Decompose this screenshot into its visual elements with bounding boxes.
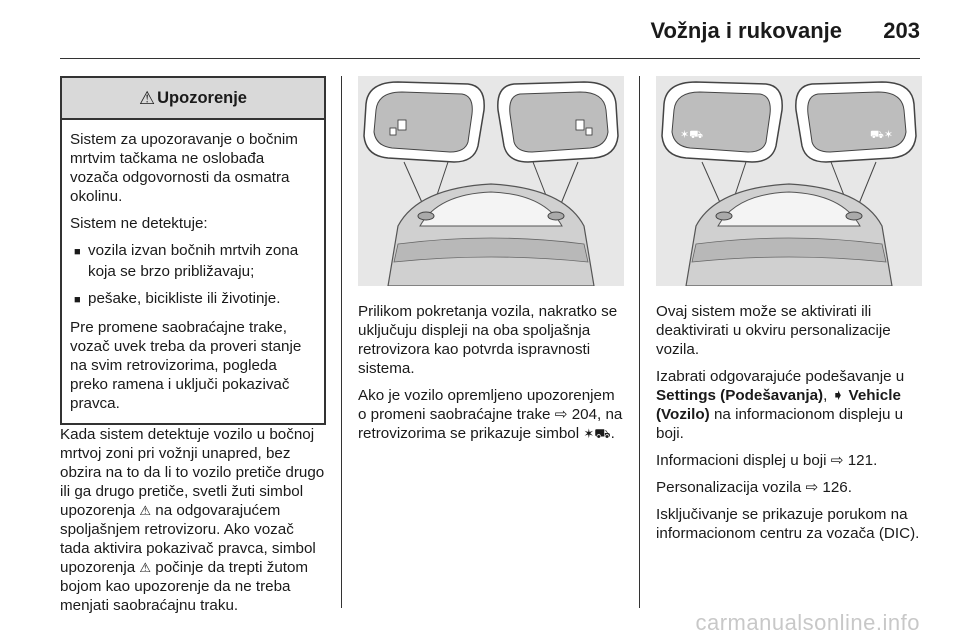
settings-menu-label: Settings (Podešavanja) — [656, 387, 824, 404]
page-reference-arrow-icon: ⇨ — [830, 452, 844, 469]
page-number: 203 — [883, 18, 920, 43]
header-rule — [60, 58, 920, 59]
column-middle — [358, 76, 626, 451]
body-paragraph: Informacioni displej u boji ⇨ 121. — [656, 452, 878, 469]
watermark: carmanualsonline.info — [695, 610, 920, 635]
page-reference-arrow-icon: ⇨ — [805, 479, 819, 496]
column-left — [60, 76, 326, 623]
warning-list — [70, 241, 316, 310]
page-reference[interactable]: 121 — [847, 452, 874, 469]
warning-header — [62, 78, 324, 120]
vehicle-menu-label: Vehicle (Vozilo) — [656, 387, 901, 423]
menu-arrow-icon: ➧ — [831, 387, 845, 404]
body-paragraph: Personalizacija vozila ⇨ 126. — [656, 479, 852, 496]
section-title: Vožnja i rukovanje — [650, 18, 842, 43]
svg-text:✶⛟: ✶⛟ — [680, 128, 704, 141]
mirror-illustration-blind-spot — [358, 76, 624, 286]
warning-triangle-icon: ⚠ — [139, 87, 156, 108]
column-right — [656, 76, 924, 551]
warning-box — [60, 76, 326, 425]
page-reference-arrow-icon: ⇨ — [554, 406, 568, 423]
warning-title: Upozorenje — [157, 88, 247, 107]
page-reference[interactable]: 204 — [571, 406, 598, 423]
page-reference[interactable]: 126 — [822, 479, 848, 496]
column-divider — [639, 76, 640, 608]
svg-text:⛟✶: ⛟✶ — [870, 128, 894, 141]
body-paragraph: Isključivanje se prikazuje porukom na informacionom centru za vozača (DIC). — [656, 506, 920, 542]
warning-list-item: ■ vozila izvan bočnih mrtvih zona koja se brzo približavaju; — [70, 241, 316, 281]
warning-list-item: ■ pešake, bicikliste ili životinje. — [70, 289, 316, 310]
blind-spot-symbol-icon: ⚠ — [139, 560, 152, 575]
body-paragraph: Ovaj sistem može se aktivirati ili deaktivirati u okviru personalizacije vozila. — [656, 303, 891, 358]
warning-paragraph: Sistem ne detektuje: — [70, 215, 208, 232]
mirror-illustration-lane-change — [656, 76, 922, 286]
column-divider — [341, 76, 342, 608]
warning-body — [62, 120, 324, 423]
body-paragraph: Prilikom pokretanja vozila, nakratko se uključuju displeji na oba spoljašnja retrovizora kao potvrda ispravnosti sistema. — [358, 303, 618, 377]
warning-paragraph: Sistem za upozoravanje o bočnim mrtvim tačkama ne oslobađa vozača odgovornosti da osmatra okolinu. — [70, 131, 298, 205]
lane-change-symbol-icon: ✶⛟ — [583, 426, 611, 441]
page-header — [0, 0, 960, 60]
body-paragraph: Ako je vozilo opremljeno upozorenjem o promeni saobraćajne trake ⇨ 204, na retrovizorima se prikazuje simbol ✶⛟. — [358, 387, 623, 442]
warning-paragraph: Pre promene saobraćajne trake, vozač uvek treba da proveri stanje na svim retrovizorima, pogleda preko ramena i uključi pokazivač pravca. — [70, 319, 302, 412]
body-paragraph: Izabrati odgovarajuće podešavanje u Settings (Podešavanja), ➧ Vehicle (Vozilo) na informacionom displeju u boji. — [656, 368, 905, 442]
blind-spot-symbol-icon: ⚠ — [139, 503, 152, 518]
body-paragraph: Kada sistem detektuje vozilo u bočnoj mrtvoj zoni pri vožnji unapred, bez obzira na to da li to vozilo pretiče drugo ili ga drugo pretiče, svetli žuti simbol upozorenja ⚠ na odgovarajućem spoljašnjem retrovizoru. Ako vozač tada aktivira pokazivač pravca, simbol upozorenja ⚠ počinje da trepti žutom bojom kao upozorenje da ne treba menjati saobraćajnu traku. — [60, 426, 325, 614]
